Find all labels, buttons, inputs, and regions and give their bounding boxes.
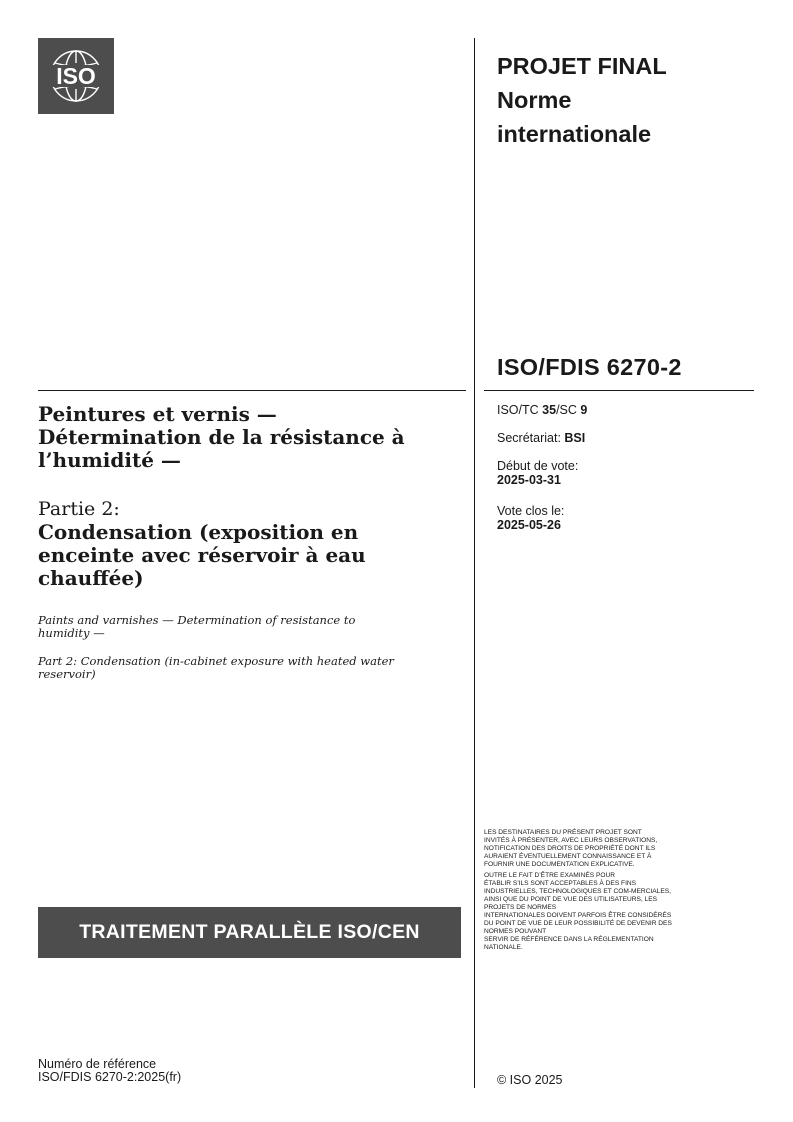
document-kind — [497, 49, 747, 151]
part-title-line-1: Condensation (exposition en — [38, 520, 359, 544]
english-part-title: Part 2: Condensation (in-cabinet exposure with heated water reservoir) — [38, 654, 394, 681]
reference-number — [38, 1058, 181, 1084]
vote-end-label: Vote clos le: — [497, 504, 565, 518]
secretariat-value: BSI — [564, 431, 586, 445]
vote-end-date: 2025-05-26 — [497, 518, 561, 532]
secretariat-label: Secrétariat: — [497, 431, 565, 445]
vote-end — [497, 504, 564, 532]
main-title-line-2: Détermination de la résistance à — [38, 425, 405, 449]
vote-start-date: 2025-03-31 — [497, 473, 561, 487]
banner-text: TRAITEMENT PARALLÈLE ISO/CEN — [79, 921, 420, 943]
english-title: Paints and varnishes — Determination of resistance to humidity — — [38, 613, 356, 640]
part-title-line-2: enceinte avec réservoir à eau — [38, 543, 366, 567]
kind-line-1: PROJET FINAL — [497, 53, 667, 79]
title-divider-right — [484, 390, 754, 391]
vote-start-label: Début de vote: — [497, 459, 579, 473]
sc-prefix: /SC — [556, 403, 581, 417]
copyright: © ISO 2025 — [497, 1073, 563, 1087]
main-title — [38, 403, 458, 472]
recipients-notice — [484, 829, 756, 955]
part-title — [38, 521, 458, 590]
vote-start — [497, 459, 578, 487]
part-title-line-3: chauffée) — [38, 566, 144, 590]
secretariat-line — [497, 431, 585, 445]
title-divider-left — [38, 390, 466, 391]
iso-logo — [38, 38, 114, 114]
kind-line-2: Norme — [497, 87, 572, 113]
kind-line-3: internationale — [497, 121, 652, 147]
tc-number: 35 — [542, 403, 557, 417]
part-label: Partie 2: — [38, 498, 120, 520]
globe-icon — [38, 38, 114, 114]
main-title-line-1: Peintures et vernis — — [38, 402, 277, 426]
notice-paragraph-1: LES DESTINATAIRES DU PRÉSENT PROJET SONT INVITÉS À PRÉSENTER, AVEC LEURS OBSERVATIONS, NOTIFICATION DES DROITS DE PROPRIÉTÉ DONT ILS AURAIENT ÉVENTUELLEMENT CONNAISSANCE ET À FOURNIR UNE DOCUMENTATION EXPLICATIVE. — [484, 829, 658, 868]
sc-number: 9 — [580, 403, 588, 417]
document-number: ISO/FDIS 6270-2 — [497, 354, 682, 380]
reference-value: ISO/FDIS 6270-2:2025(fr) — [38, 1070, 182, 1084]
vertical-divider — [474, 38, 475, 1088]
logo-text: ISO — [56, 63, 96, 89]
main-title-line-3: l’humidité — — [38, 448, 181, 472]
parallel-processing-banner — [38, 907, 461, 958]
reference-label: Numéro de référence — [38, 1057, 157, 1071]
committee-line — [497, 403, 587, 417]
notice-paragraph-2: OUTRE LE FAIT D’ÊTRE EXAMINÉS POUR ÉTABLIR S’ILS SONT ACCEPTABLES À DES FINS INDUSTRIELLES, TECHNOLOGIQUES ET COM-MERCIALES, AINSI QUE DU POINT DE VUE DES UTILISATEURS, LES PROJETS DE NORMES INTERNATIONALES DOIVENT PARFOIS ÊTRE CONSIDÉRÉS DU POINT DE VUE DE LEUR POSSIBILITÉ DE DEVENIR DES NORMES POUVANT SERVIR DE RÉFÉRENCE DANS LA RÉGLEMENTATION NATIONALE. — [484, 872, 672, 951]
tc-prefix: ISO/TC — [497, 403, 543, 417]
